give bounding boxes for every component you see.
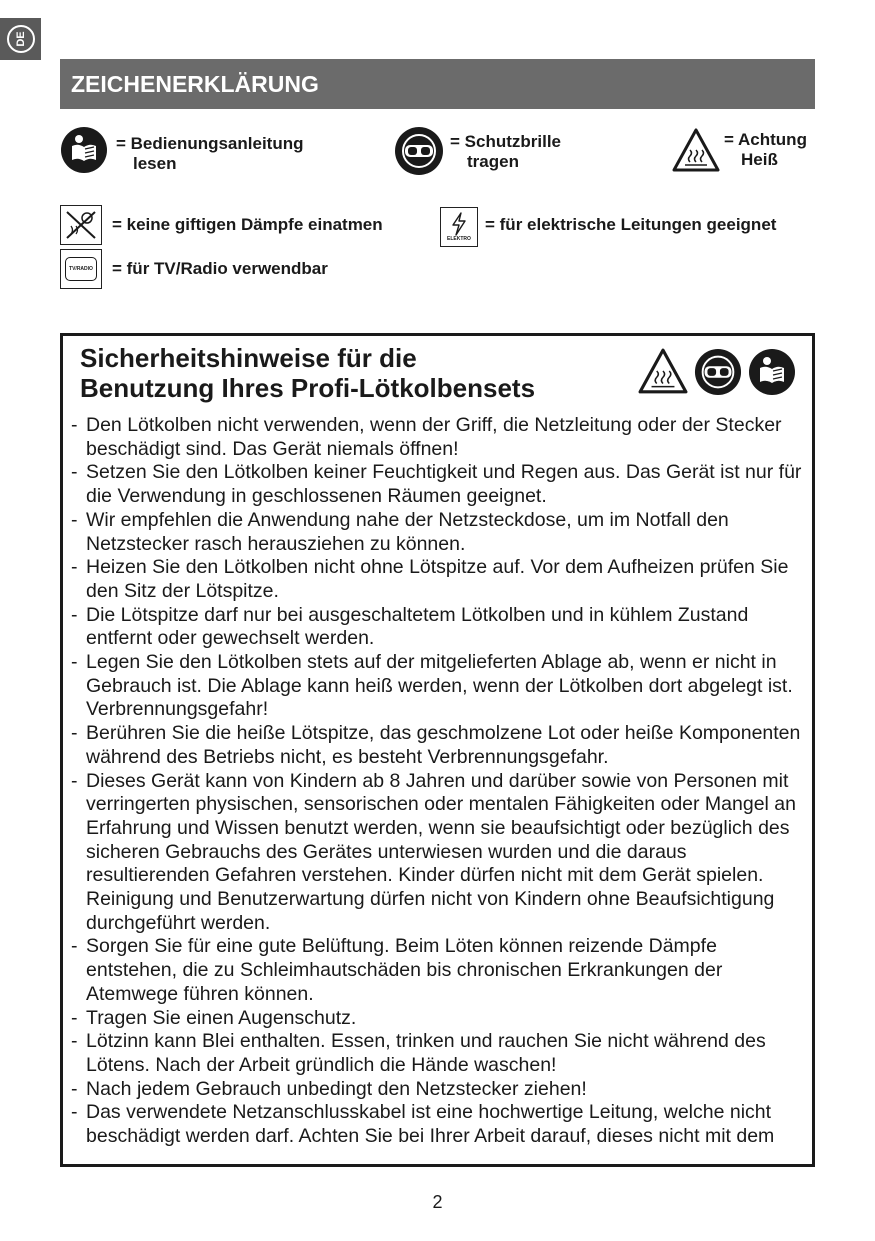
legend-manual-line1: = Bedienungsanleitung bbox=[116, 134, 304, 153]
safety-item: - Den Lötkolben nicht verwenden, wenn der Griff, die Netzleitung oder der Stecker beschädigt sind. Das Gerät niemals öffnen! bbox=[71, 414, 806, 461]
legend-hot bbox=[672, 128, 807, 172]
safety-goggles-icon bbox=[394, 126, 444, 176]
legend-goggles-line1: = Schutzbrille bbox=[450, 132, 561, 151]
legend-hot-line1: = Achtung bbox=[724, 130, 807, 149]
legend-hot-line2: Heiß bbox=[741, 150, 778, 169]
safety-item: - Das verwendete Netzanschlusskabel ist eine hochwertige Leitung, welche nicht beschädigt werden darf. Achten Sie bei Ihrer Arbeit darauf, dieses nicht mit dem bbox=[71, 1101, 806, 1148]
legend-tv-text: = für TV/Radio verwendbar bbox=[112, 259, 328, 278]
hot-warning-icon bbox=[638, 348, 688, 394]
electrical-lines-icon bbox=[440, 207, 478, 247]
tv-icon-label: TV/RADIO bbox=[65, 257, 97, 281]
safety-item: - Dieses Gerät kann von Kindern ab 8 Jahren und darüber sowie von Personen mit verringerten physischen, sensorischen oder mentalen Fähigkeiten oder Mangel an Erfahrung und Wissen benutzt werden, wenn sie beaufsichtigt oder bezüglich des sicheren Gebrauchs des Gerätes unterwiesen wurden und die daraus resultierenden Gefahren verstehen. Kinder dürfen nicht mit dem Gerät spielen. Reinigung und Benutzerwartung dürfen nicht von Kindern ohne Beaufsichtigung durchgeführt werden. bbox=[71, 770, 806, 936]
language-badge: DE bbox=[7, 25, 35, 53]
legend-goggles-line2: tragen bbox=[467, 152, 519, 171]
safety-item: - Lötzinn kann Blei enthalten. Essen, trinken und rauchen Sie nicht während des Lötens. Nach der Arbeit gründlich die Hände waschen! bbox=[71, 1030, 806, 1077]
safety-box bbox=[60, 333, 815, 1167]
legend-goggles bbox=[394, 126, 561, 176]
safety-item: - Heizen Sie den Lötkolben nicht ohne Lötspitze auf. Vor dem Aufheizen prüfen Sie den Sitz der Lötspitze. bbox=[71, 556, 806, 603]
safety-icons bbox=[638, 348, 796, 396]
manual-icon bbox=[748, 348, 796, 396]
legend-fumes bbox=[60, 205, 383, 245]
no-toxic-fumes-icon bbox=[60, 205, 102, 245]
safety-item: - Wir empfehlen die Anwendung nahe der Netzsteckdose, um im Notfall den Netzstecker rasch herausziehen zu können. bbox=[71, 509, 806, 556]
safety-item: - Sorgen Sie für eine gute Belüftung. Beim Löten können reizende Dämpfe entstehen, die zu Schleimhautschäden bis chronischen Erkrankungen der Atemwege führen können. bbox=[71, 935, 806, 1006]
safety-title-line1: Sicherheitshinweise für die bbox=[80, 343, 417, 373]
safety-item: - Legen Sie den Lötkolben stets auf der mitgelieferten Ablage ab, wenn er nicht in Gebrauch ist. Die Ablage kann heiß werden, wenn der Lötkolben dort abgelegt ist. Verbrennungsgefahr! bbox=[71, 651, 806, 722]
legend-manual-line2: lesen bbox=[133, 154, 177, 173]
safety-item: - Nach jedem Gebrauch unbedingt den Netzstecker ziehen! bbox=[71, 1078, 806, 1102]
safety-title bbox=[80, 343, 535, 403]
goggles-icon bbox=[694, 348, 742, 396]
language-tab bbox=[0, 18, 41, 60]
page-number: 2 bbox=[432, 1192, 443, 1212]
safety-list bbox=[71, 414, 806, 1149]
tv-radio-icon bbox=[60, 249, 102, 289]
electro-icon-label: ELEKTRO bbox=[447, 236, 471, 242]
safety-item: - Die Lötspitze darf nur bei ausgeschaltetem Lötkolben und in kühlem Zustand entfernt oder gewechselt werden. bbox=[71, 604, 806, 651]
section-heading: ZEICHENERKLÄRUNG bbox=[60, 59, 815, 109]
legend-fumes-text: = keine giftigen Dämpfe einatmen bbox=[112, 215, 383, 234]
legend-electric bbox=[440, 207, 776, 247]
safety-item: - Setzen Sie den Lötkolben keiner Feuchtigkeit und Regen aus. Das Gerät ist nur für die Verwendung in geschlossenen Räumen geeignet. bbox=[71, 461, 806, 508]
legend-tv bbox=[60, 249, 328, 289]
legend-electric-text: = für elektrische Leitungen geeignet bbox=[485, 215, 777, 234]
legend-manual bbox=[60, 126, 304, 174]
safety-item: - Berühren Sie die heiße Lötspitze, das geschmolzene Lot oder heiße Komponenten während des Betriebs nicht, es besteht Verbrennungsgefahr. bbox=[71, 722, 806, 769]
safety-item: - Tragen Sie einen Augenschutz. bbox=[71, 1007, 806, 1031]
hot-surface-warning-icon bbox=[672, 128, 720, 172]
safety-title-line2: Benutzung Ihres Profi-Lötkolbensets bbox=[80, 373, 536, 403]
read-manual-icon bbox=[60, 126, 108, 174]
